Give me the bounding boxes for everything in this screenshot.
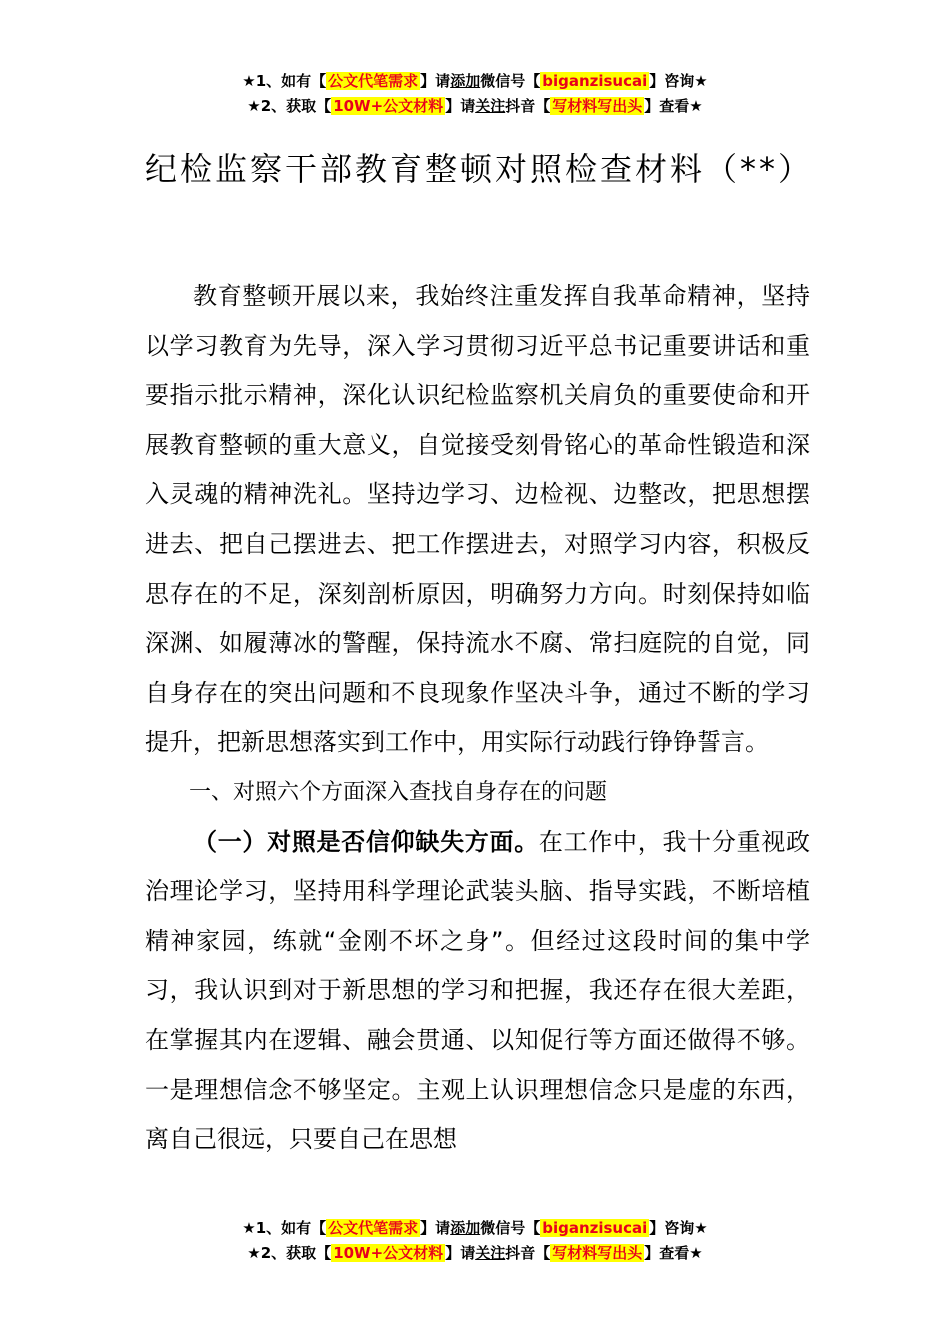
banner-douyin-id: 写材料写出头 [552, 1244, 643, 1262]
banner-underlined: 关注 [475, 97, 506, 115]
banner-wechat-id: biganzisucai [542, 1219, 648, 1237]
banner-douyin-id: 写材料写出头 [552, 97, 643, 115]
top-banner [0, 69, 950, 119]
section-heading: 一、对照六个方面深入查找自身存在的问题 [189, 779, 608, 805]
document-body [145, 272, 810, 1165]
banner-highlight: 10W+公文材料 [333, 97, 444, 115]
banner-line-1 [0, 69, 950, 94]
banner-text: 】咨询★ [649, 72, 708, 90]
banner-text: 】请 [445, 1244, 476, 1262]
banner-highlight: 公文代笔需求 [328, 72, 419, 90]
banner-line-1 [0, 1216, 950, 1241]
subsection-heading: （一）对照是否信仰缺失方面。 [193, 827, 539, 856]
subsection-paragraph [145, 818, 810, 1165]
banner-text: 】咨询★ [649, 1219, 708, 1237]
subsection-body: 在工作中，我十分重视政治理论学习，坚持用科学理论武装头脑、指导实践，不断培植精神家园，练就“金刚不坏之身”。但经过这段时间的集中学习，我认识到对于新思想的学习和把握，我还存在很大差距，在掌握其内在逻辑、融会贯通、以知促行等方面还做得不够。一是理想信念不够坚定。主观上认识理想信念只是虚的东西，离自己很远，只要自己在思想 [145, 827, 811, 1154]
banner-highlight: 10W+公文材料 [333, 1244, 444, 1262]
banner-text: 抖音【 [505, 97, 551, 115]
banner-underlined: 添加 [450, 72, 481, 90]
banner-text: 】查看★ [644, 1244, 703, 1262]
banner-line-2 [0, 94, 950, 119]
banner-text: 】请 [420, 1219, 451, 1237]
banner-text: ★1、如有【 [242, 72, 327, 90]
banner-text: ★2、获取【 [247, 1244, 332, 1262]
banner-text: 】查看★ [644, 97, 703, 115]
banner-text: 微信号【 [480, 1219, 541, 1237]
banner-text: 抖音【 [505, 1244, 551, 1262]
banner-line-2 [0, 1241, 950, 1266]
banner-text: ★2、获取【 [247, 97, 332, 115]
banner-text: 】请 [420, 72, 451, 90]
banner-underlined: 关注 [475, 1244, 506, 1262]
bottom-banner [0, 1216, 950, 1266]
banner-text: ★1、如有【 [242, 1219, 327, 1237]
banner-text: 】请 [445, 97, 476, 115]
banner-highlight: 公文代笔需求 [328, 1219, 419, 1237]
banner-text: 微信号【 [480, 72, 541, 90]
intro-paragraph: 教育整顿开展以来，我始终注重发挥自我革命精神，坚持以学习教育为先导，深入学习贯彻习近平总书记重要讲话和重要指示批示精神，深化认识纪检监察机关肩负的重要使命和开展教育整顿的重大意义，自觉接受刻骨铭心的革命性锻造和深入灵魂的精神洗礼。坚持边学习、边检视、边整改，把思想摆进去、把自己摆进去、把工作摆进去，对照学习内容，积极反思存在的不足，深刻剖析原因，明确努力方向。时刻保持如临深渊、如履薄冰的警醒，保持流水不腐、常扫庭院的自觉，同自身存在的突出问题和不良现象作坚决斗争，通过不断的学习提升，把新思想落实到工作中，用实际行动践行铮铮誓言。 [145, 282, 810, 757]
banner-underlined: 添加 [450, 1219, 481, 1237]
banner-wechat-id: biganzisucai [542, 72, 648, 90]
document-title: 纪检监察干部教育整顿对照检查材料（**） [145, 150, 814, 189]
